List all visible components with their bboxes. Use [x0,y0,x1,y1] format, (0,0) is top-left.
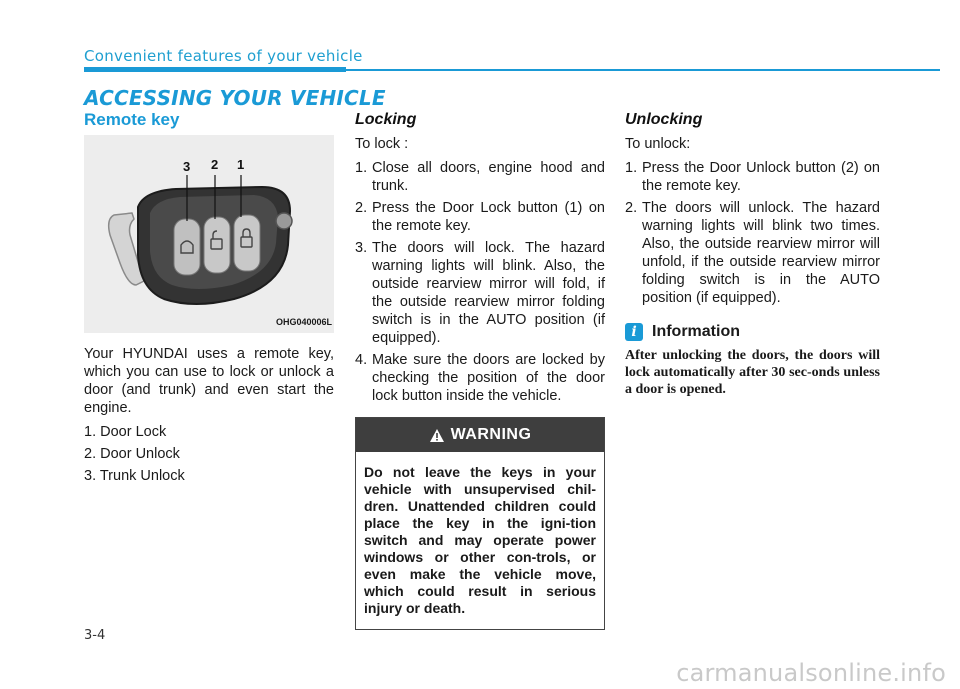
column-locking [355,108,605,630]
remote-key-illustration [84,135,334,333]
step-number: 1. [355,160,368,176]
list-item [355,351,605,405]
trunk-button [174,219,200,275]
step-number: 2. [355,200,368,216]
unlocking-steps [625,159,880,307]
key-release-button [276,213,292,229]
list-item [625,159,880,195]
list-item: 1. Door Lock [84,424,167,440]
callout-label-2: 2 [211,157,219,172]
unlock-button [204,217,230,273]
step-text: Make sure the doors are locked by checking the position of the door lock button inside the vehicle. [372,352,605,404]
information-title: Information [652,323,740,340]
warning-header [356,418,604,452]
figure-code: OHG040006L [275,317,332,327]
callout-label-1: 1 [237,157,245,172]
unlocking-intro: To unlock: [625,136,691,152]
info-icon: i [625,323,643,341]
locking-intro: To lock : [355,136,409,152]
locking-heading: Locking [355,111,417,128]
list-item [355,239,605,347]
header-rule-thick [84,67,346,72]
lock-button [234,215,260,271]
information-body: After unlocking the doors, the doors will lock automatically after 30 sec-onds unless a door is opened. [625,348,880,397]
remote-key-button-list [84,423,334,485]
warning-box [355,417,605,630]
locking-steps [355,159,605,405]
header-rule-thin [346,69,940,71]
watermark: carmanualsonline.info [676,659,946,687]
step-number: 2. [625,200,638,216]
list-item: 3. Trunk Unlock [84,468,185,484]
step-text: Close all doors, engine hood and trunk. [372,160,605,194]
warning-triangle-icon [429,428,445,443]
list-item: 2. Door Unlock [84,446,180,462]
list-item [355,159,605,195]
step-text: Press the Door Lock button (1) on the remote key. [372,200,605,234]
step-text: Press the Door Unlock button (2) on the remote key. [642,160,880,194]
unlocking-heading: Unlocking [625,111,703,128]
column-unlocking [625,108,880,398]
step-text: The doors will unlock. The hazard warning lights will blink two times. Also, the outside rearview mirror will unfold, if the outside rearview mirror folding switch is in the AUTO position (if equipped). [642,200,880,306]
section-title: ACCESSING YOUR VEHICLE [84,86,386,110]
step-number: 3. [355,240,368,256]
list-item [355,199,605,235]
column-remote-key [84,108,334,489]
remote-key-intro: Your HYUNDAI uses a remote key, which you can use to lock or unlock a door (and trunk) and even start the engine. [84,346,334,416]
warning-body: Do not leave the keys in your vehicle with unsupervised chil-dren. Unattended children could place the key in the igni-tion switch and may operate power windows or other con-trols, or even make the vehicle move, which could result in serious injury or death. [364,464,596,616]
step-number: 1. [625,160,638,176]
running-header: Convenient features of your vehicle [84,47,363,65]
remote-key-heading: Remote key [84,110,180,129]
callout-label-3: 3 [183,159,191,174]
step-text: The doors will lock. The hazard warning lights will blink. Also, the outside rearview mirror will fold, if the outside rearview mirror folding switch is in the AUTO position (if equipped). [372,240,605,346]
list-item [625,199,880,307]
warning-title: WARNING [450,426,532,443]
step-number: 4. [355,352,368,368]
page-number: 3-4 [84,628,106,643]
information-header [625,323,880,341]
remote-key-figure [84,135,334,333]
